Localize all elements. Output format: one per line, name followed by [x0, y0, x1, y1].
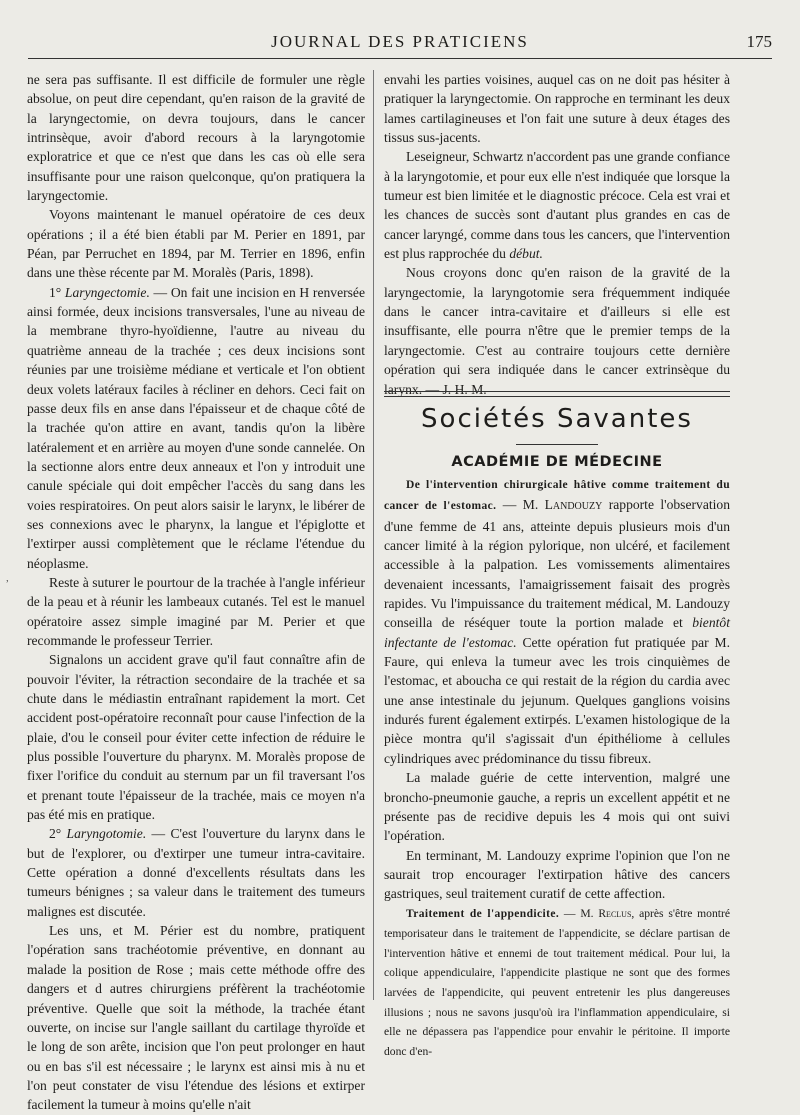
- section-short-rule: [516, 444, 598, 445]
- running-header: [28, 30, 772, 56]
- paragraph: [27, 283, 365, 573]
- header-rule: [28, 58, 772, 59]
- paragraph: [27, 824, 365, 921]
- text: , après s'être montré temporisateur dans le traitement de l'appendicite, se déclare partisan de l'intervention hâtive et ennemi de tout traitement médical. Pour lui, la colique appendiculaire, l'appendicite plastique ne sont que des formes larvées de l'appendicite, qui peuvent entretenir les plus dangereuses illusions ; nous ne savons jusqu'où ira l'inflammation appendiculaire, si elle ne dépassera pas l'appendice pour envahir le péritoine. Il importe donc d'en-: [384, 906, 730, 1058]
- academy-heading: ACADÉMIE DE MÉDECINE: [451, 454, 663, 470]
- journal-title: JOURNAL DES PRATICIENS: [271, 32, 529, 51]
- paragraph: [384, 147, 730, 263]
- numbering: 1°: [49, 284, 65, 300]
- runin-heading: De l'intervention chirurgicale hâtive comme traitement du cancer de l'estomac.: [384, 479, 730, 513]
- subheading-laryngectomie: Laryngectomie.: [64, 284, 150, 300]
- column-divider: [373, 70, 374, 1000]
- text: rapporte l'observation d'une femme de 41 ans, atteinte depuis plusieurs mois d'un cancer limité à la région pylorique, non ulcéré, et facilement accessible à la palpation. Les vomissements alimentaires devenaient incessants, l'amaigrissement faisait des progrès rapides. Vu l'impuissance du traitement médical, M. Landouzy conseilla de réséquer toute la portion malade et: [384, 497, 731, 631]
- text: — M.: [559, 906, 599, 920]
- page-number: 175: [746, 32, 772, 51]
- paragraph: Reste à suturer le pourtour de la trachée à l'angle inférieur de la peau et à réunir les lambeaux cutanés. Tel est le manuel opératoire assez simple imaginé par M. Perier et que recommande le professeur Terrier.: [27, 574, 365, 648]
- paragraph: En terminant, M. Landouzy exprime l'opinion que l'on ne saurait trop encourager l'extirpation hâtive des cancers gastriques, seul traitement curatif de cette affection.: [384, 847, 730, 902]
- author-name: Landouzy: [544, 497, 603, 513]
- small-print-block: [384, 904, 730, 1062]
- paragraph: ne sera pas suffisante. Il est difficile de formuler une règle absolue, on peut dire cependant, qu'en raison de la gravité de la laryngectomie, on devra toujours, dans le cancer intrinsèque, avoir d'abord recours à la laryngotomie exploratrice et que ce n'est que dans les cas où elle sera insuffisante pour une raison quelconque, qu'on pratiquera la laryngectomie.: [27, 72, 365, 204]
- paragraph: [384, 904, 730, 1062]
- paragraph: envahi les parties voisines, auquel cas on ne doit pas hésiter à pratiquer la laryngectomie. On rapproche en terminant les deux lames cartilagineuses et l'on fait une suture à deux étages des tissus sus-jacents.: [384, 72, 730, 146]
- author-name: Reclus: [598, 906, 632, 920]
- paragraph-text: — C'est l'ouverture du larynx dans le but de l'explorer, ou d'extirper une tumeur intra-cavitaire. Cette opération a donné d'excellents résultats dans les tumeurs bénignes ; sa valeur dans le traitement des tumeurs malignes est discutée.: [27, 826, 365, 919]
- paragraph: Nous croyons donc qu'en raison de la gravité de la laryngectomie, la laryngotomie sera fréquemment indiquée dans le cancer intra-cavitaire et d'ailleurs si elle est insuffisante, elle pourra n'être que le premier temps de la laryngectomie. C'est au contraire toujours cette dernière opération qui sera indiquée dans le cancer extrinsèque du larynx. — J. H. M.: [384, 265, 730, 397]
- paragraph: La malade guérie de cette intervention, malgré une broncho-pneumonie gauche, a repris un excellent appétit et ne présente pas de recidive depuis les 4 mois qui ont suivi l'opération.: [384, 770, 730, 844]
- subheading-laryngotomie: Laryngotomie.: [66, 826, 147, 842]
- margin-mark: ,: [6, 572, 9, 584]
- paragraph: Voyons maintenant le manuel opératoire de ces deux opérations ; il a été bien établi par M. Perier en 1891, par Péan, par Perruchet en 1894, par M. Terrier en 1896, enfin dans une thèse récente par M. Moralès (Paris, 1898).: [27, 207, 365, 281]
- emphasis: bientôt infectante de l'estomac.: [384, 615, 730, 650]
- left-column: [27, 70, 365, 1115]
- section-double-rule: [384, 391, 730, 397]
- emphasis: début.: [509, 246, 543, 262]
- right-column-top: [384, 70, 730, 399]
- section-title: Sociétés Savantes: [421, 404, 693, 434]
- paragraph-text: Leseigneur, Schwartz n'accordent pas une grande confiance à la laryngotomie, et pour eux elle n'est indiquée que lorsque la tumeur est bien limitée et le diagnostic précoce. Cela est vrai et les chances de succès sont d'autant plus grandes en cas de cancer laryngé, comme dans tous les cancers, que l'intervention est plus rapprochée du: [384, 149, 730, 262]
- runin-heading: Traitement de l'appendicite.: [406, 907, 560, 920]
- numbering: 2°: [49, 826, 67, 842]
- paragraph-text: — On fait une incision en H renversée ainsi formée, deux incisions transversales, l'une au niveau de la membrane thyro-hyoïdienne, l'autre au niveau du quatrième anneau de la trachée ; ces deux incisions sont réunies par une troisième médiane et verticale et l'on obtient deux volets latéraux faciles à récliner en dehors. Ceci fait on passe deux fils en anse dans l'épaisseur et de chaque côté de la trachée qu'on attire en avant, tandis qu'on la libère latéralement et en arrière au moyen d'une sonde cannelée. On la sectionne alors entre deux anneaux et l'on y introduit une canule spéciale qui doit empêcher l'accès du sang dans les voies respiratoires. On peut alors saisir le larynx, le libérer de ses connexions avec le pharynx, la langue et l'épiglotte et l'extirper aussi complètement que le réclame l'étendue du néoplasme.: [27, 284, 365, 571]
- paragraph: Les uns, et M. Périer est du nombre, pratiquent l'opération sans trachéotomie préventive, en donnant au malade la position de Rose ; mais cette méthode offre des dangers et d autres chirurgiens préfèrent la trachéotomie préventive. Quelle que soit la méthode, la trachée étant ouverte, on incise sur l'angle saillant du cartilage thyroïde et le long de son arête, incision que l'on peut prolonger en haut ou en bas s'il est nécessaire ; le larynx est ainsi mis à nu et l'on peut constater de visu l'étendue des lésions et extirper facilement la tumeur à moins qu'elle n'ait: [27, 923, 365, 1113]
- right-column-bottom: [384, 474, 730, 1061]
- text: — M.: [496, 497, 545, 513]
- paragraph: Signalons un accident grave qu'il faut connaître afin de pouvoir l'éviter, la rétraction secondaire de la trachée et sa chute dans le médiastin entraînant rapidement la mort. Cet accident post-opératoire reconnaît pour cause l'infection de la plaie, d'ou le conseil pour éviter cette infection de réduire le plus possible l'ouverture du pharynx. M. Moralès propose de fixer l'orifice du conduit au sternum par un fil traversant l'os et prenant toute l'épaisseur de la trachée, mais ce moyen n'a pas été mis en pratique.: [27, 652, 365, 823]
- text: Cette opération fut pratiquée par M. Faure, qui enleva la tumeur avec les trois cinquièmes de l'estomac, et aboucha ce qui restait de la région du cardia avec une anse intestinale du jejunum. Quelques ganglions voisins indurés furent également extirpés. L'examen histologique de la pièce montra qu'il s'agissait d'un épithéliome à cellules cylindriques avec prédominance du tissu fibreux.: [384, 634, 730, 766]
- paragraph: [384, 474, 730, 768]
